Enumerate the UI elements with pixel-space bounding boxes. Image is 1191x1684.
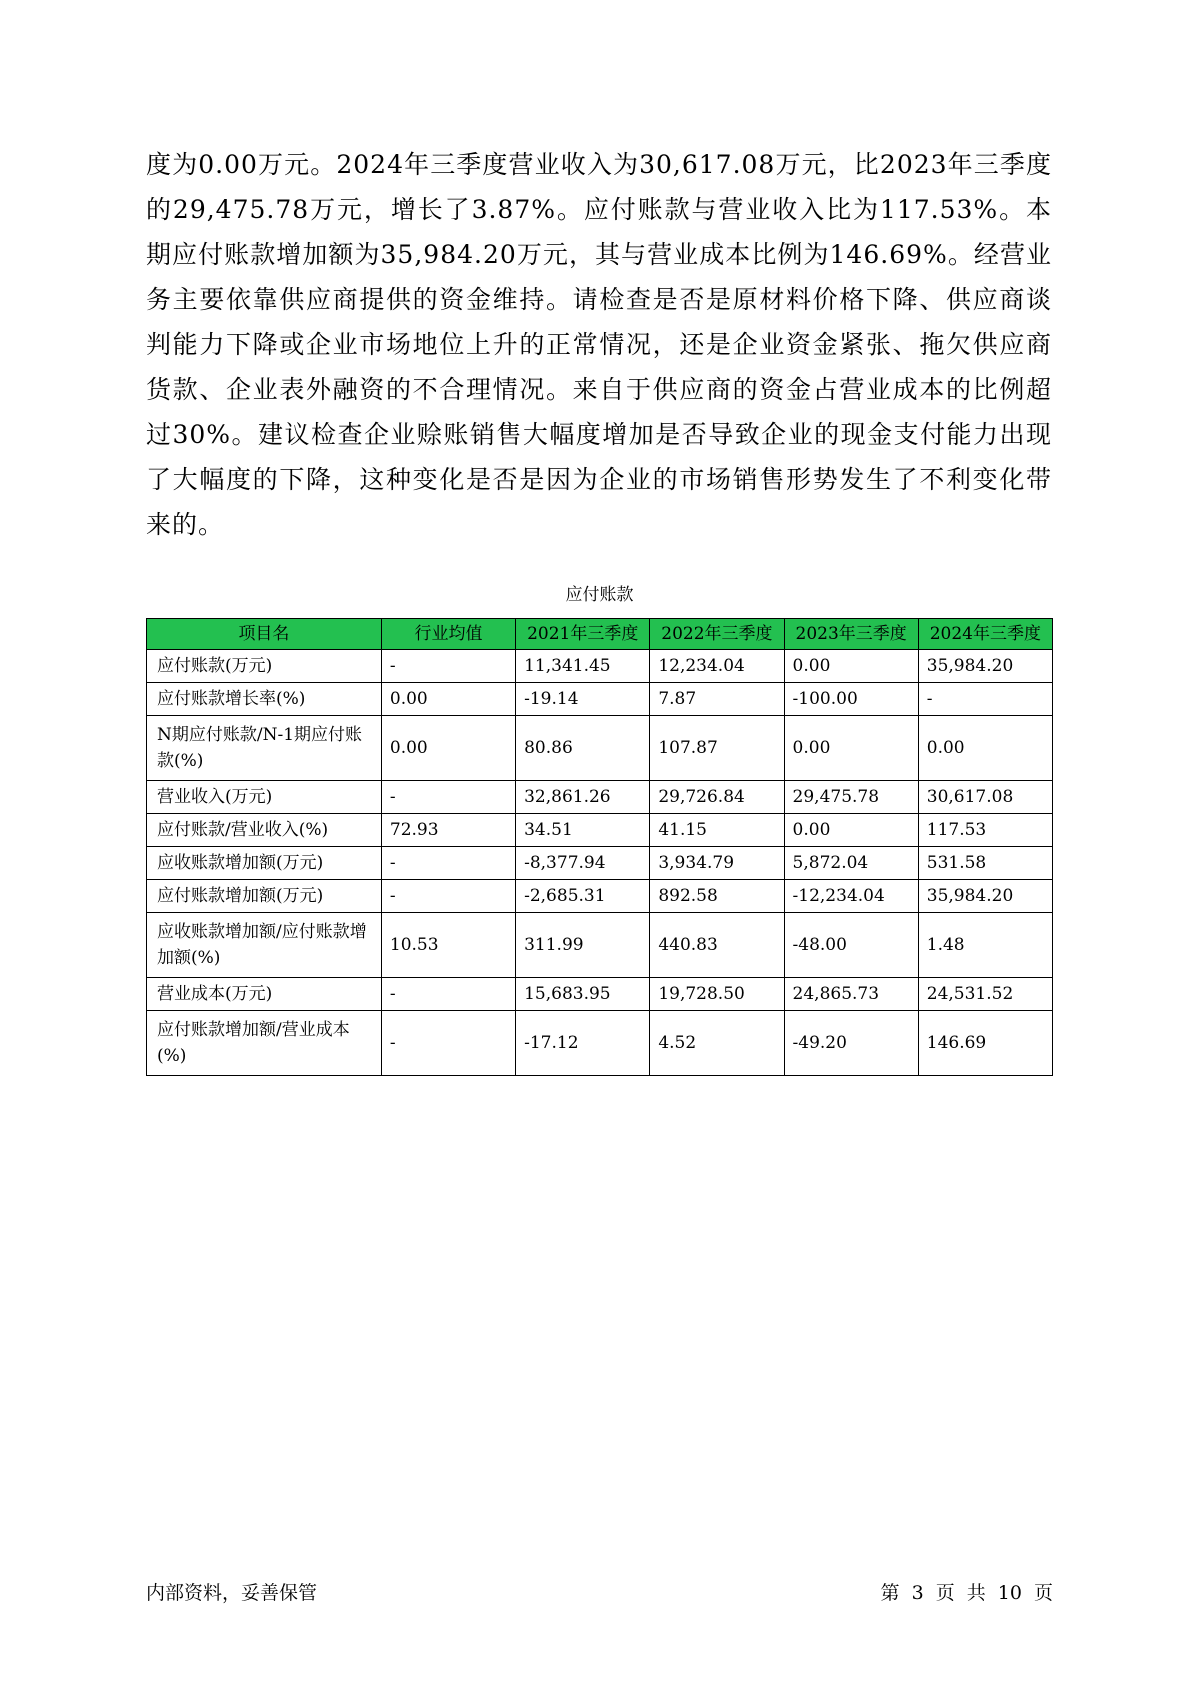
cell: 15,683.95 (516, 978, 650, 1011)
cell: - (381, 978, 515, 1011)
table-row (147, 650, 1053, 683)
cell: -100.00 (784, 683, 918, 716)
cell-item: N期应付账款/N-1期应付账款(%) (147, 716, 382, 781)
table-row (147, 913, 1053, 978)
cell: 7.87 (650, 683, 784, 716)
cell: -48.00 (784, 913, 918, 978)
cell: 440.83 (650, 913, 784, 978)
cell: -19.14 (516, 683, 650, 716)
table-row (147, 1011, 1053, 1076)
cell: 19,728.50 (650, 978, 784, 1011)
cell: 3,934.79 (650, 847, 784, 880)
cell: 32,861.26 (516, 781, 650, 814)
header-item: 项目名 (147, 619, 382, 650)
cell: 29,475.78 (784, 781, 918, 814)
table-header-row (147, 619, 1053, 650)
cell: 24,531.52 (918, 978, 1052, 1011)
cell: 4.52 (650, 1011, 784, 1076)
cell: - (918, 683, 1052, 716)
cell: 0.00 (381, 716, 515, 781)
cell: -12,234.04 (784, 880, 918, 913)
cell: 35,984.20 (918, 880, 1052, 913)
cell: 72.93 (381, 814, 515, 847)
cell-item: 应付账款增加额(万元) (147, 880, 382, 913)
header-2024q3: 2024年三季度 (918, 619, 1052, 650)
payables-table (146, 618, 1053, 1076)
cell: 0.00 (784, 716, 918, 781)
cell: - (381, 847, 515, 880)
cell: - (381, 1011, 515, 1076)
cell: 80.86 (516, 716, 650, 781)
table-row (147, 683, 1053, 716)
cell: - (381, 650, 515, 683)
cell: 892.58 (650, 880, 784, 913)
cell-item: 营业成本(万元) (147, 978, 382, 1011)
table-row (147, 880, 1053, 913)
header-2021q3: 2021年三季度 (516, 619, 650, 650)
cell: - (381, 781, 515, 814)
cell: 12,234.04 (650, 650, 784, 683)
cell: -8,377.94 (516, 847, 650, 880)
cell-item: 应收账款增加额/应付账款增加额(%) (147, 913, 382, 978)
cell: 0.00 (918, 716, 1052, 781)
cell: 146.69 (918, 1011, 1052, 1076)
table-row (147, 847, 1053, 880)
table-row (147, 781, 1053, 814)
cell: 30,617.08 (918, 781, 1052, 814)
cell: 531.58 (918, 847, 1052, 880)
cell: 311.99 (516, 913, 650, 978)
cell: 0.00 (381, 683, 515, 716)
cell-item: 营业收入(万元) (147, 781, 382, 814)
cell: 41.15 (650, 814, 784, 847)
cell: 34.51 (516, 814, 650, 847)
cell: 117.53 (918, 814, 1052, 847)
header-2022q3: 2022年三季度 (650, 619, 784, 650)
table-row (147, 716, 1053, 781)
cell: 10.53 (381, 913, 515, 978)
table-row (147, 814, 1053, 847)
cell: -17.12 (516, 1011, 650, 1076)
cell: 24,865.73 (784, 978, 918, 1011)
cell-item: 应收账款增加额(万元) (147, 847, 382, 880)
header-industry-avg: 行业均值 (381, 619, 515, 650)
body-paragraph: 度为0.00万元。2024年三季度营业收入为30,617.08万元，比2023年三季度的29,475.78万元，增长了3.87%。应付账款与营业收入比为117.53%。本期应付账款增加额为35,984.20万元，其与营业成本比例为146.69%。经营业务主要依靠供应商提供的资金维持。请检查是否是原材料价格下降、供应商谈判能力下降或企业市场地位上升的正常情况，还是企业资金紧张、拖欠供应商货款、企业表外融资的不合理情况。来自于供应商的资金占营业成本的比例超过30%。建议检查企业赊账销售大幅度增加是否导致企业的现金支付能力出现了大幅度的下降，这种变化是否是因为企业的市场销售形势发生了不利变化带来的。 (146, 150, 1052, 539)
cell: -2,685.31 (516, 880, 650, 913)
cell: 0.00 (784, 650, 918, 683)
cell: 29,726.84 (650, 781, 784, 814)
cell-item: 应付账款增长率(%) (147, 683, 382, 716)
cell-item: 应付账款/营业收入(%) (147, 814, 382, 847)
footer-page-number: 第 3 页 共 10 页 (880, 1582, 1053, 1604)
cell-item: 应付账款(万元) (147, 650, 382, 683)
cell: - (381, 880, 515, 913)
footer-confidential-note: 内部资料，妥善保管 (146, 1582, 318, 1604)
header-2023q3: 2023年三季度 (784, 619, 918, 650)
cell-item: 应付账款增加额/营业成本(%) (147, 1011, 382, 1076)
table-row (147, 978, 1053, 1011)
cell: 5,872.04 (784, 847, 918, 880)
cell: -49.20 (784, 1011, 918, 1076)
cell: 0.00 (784, 814, 918, 847)
cell: 107.87 (650, 716, 784, 781)
cell: 35,984.20 (918, 650, 1052, 683)
cell: 1.48 (918, 913, 1052, 978)
cell: 11,341.45 (516, 650, 650, 683)
table-caption: 应付账款 (565, 585, 634, 605)
